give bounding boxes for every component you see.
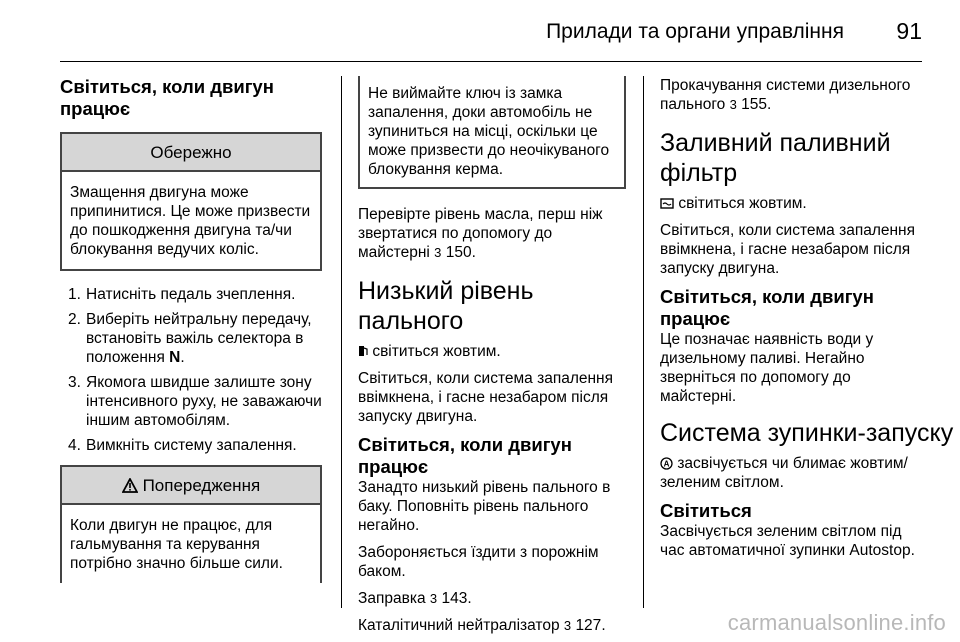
caution-continued-text: Не виймайте ключ із замка запалення, доки автомобіль не зупиниться на місці, оскільки це може призвести до неочікуваного блокування керма. xyxy=(368,85,610,178)
ref-arrow-icon: 3 xyxy=(434,245,442,260)
list-item: 1. Натисніть педаль зчеплення. xyxy=(68,286,296,303)
caution-text: Змащення двигуна може припинитися. Це може призвести до пошкодження двигуна та/чи блокування ведучих коліс. xyxy=(70,184,311,258)
header-rule xyxy=(60,61,922,62)
section-heading: Світиться, коли двигун працює xyxy=(60,76,274,119)
empty-tank-text: Забороняється їздити з порожнім баком. xyxy=(358,544,599,580)
header-title: Прилади та органи управління xyxy=(546,20,844,43)
column-1 xyxy=(60,76,322,583)
warning-triangle-icon xyxy=(122,478,138,493)
list-item: 4. Вимкніть систему запалення. xyxy=(68,437,297,454)
catalyst-ref: Каталітичний нейтралізатор 3 127. xyxy=(358,617,606,634)
low-fuel-title: Низький рівень пального xyxy=(358,277,534,335)
list-item: 2. Виберіть нейтральну передачу, встановіть важіль селектора в положення N. xyxy=(68,311,312,366)
gear-position: N xyxy=(169,349,181,366)
svg-text:A: A xyxy=(663,459,670,469)
steps-list xyxy=(60,285,322,455)
fuel-filter-title: Заливний паливний фільтр xyxy=(660,129,891,187)
stop-start-title: Система зупинки-запуску xyxy=(660,419,954,447)
warning-header xyxy=(62,467,320,505)
oil-check-text: Перевірте рівень масла, перш ніж звертатися по допомогу до майстерні 3 150. xyxy=(358,206,603,261)
warning-box xyxy=(60,465,322,583)
fuel-pump-icon xyxy=(358,345,368,357)
page-header xyxy=(60,18,922,58)
column-3 xyxy=(660,76,954,568)
ref-arrow-icon: 3 xyxy=(563,618,572,633)
autostop-indicator-line: A засвічується чи блимає жовтим/зеленим світлом. xyxy=(660,455,908,491)
filter-indicator-line: світиться жовтим. xyxy=(660,194,925,213)
lit-heading: Світиться xyxy=(660,500,752,521)
fuel-desc: Світиться, коли система запалення ввімкнена, і гасне незабаром після запуску двигуна. xyxy=(358,370,614,425)
lit-desc: Засвічується зеленим світлом під час автоматичної зупинки Autostop. xyxy=(660,523,915,559)
column-divider-2 xyxy=(643,76,644,608)
warning-title: Попередження xyxy=(142,476,261,495)
caution-box xyxy=(60,132,322,271)
watermark: carmanualsonline.info xyxy=(727,610,946,635)
column-2 xyxy=(358,76,626,642)
bleeding-ref: Прокачування системи дизельного пального 3 155. xyxy=(660,77,911,113)
ref-arrow-icon: 3 xyxy=(729,97,737,112)
caution-box-continued xyxy=(358,76,626,189)
ref-arrow-icon: 3 xyxy=(429,591,438,606)
page-number: 91 xyxy=(896,18,922,44)
fuel-sub-desc: Занадто низький рівень пального в баку. Поповніть рівень пального негайно. xyxy=(358,479,611,534)
list-item: 3. Якомога швидше залиште зону інтенсивного руху, не заважаючи іншим автомобілям. xyxy=(68,374,322,429)
filter-sub-heading: Світиться, коли двигун працює xyxy=(660,286,874,329)
refuel-ref: Заправка 3 143. xyxy=(358,590,472,607)
warning-text: Коли двигун не працює, для гальмування та керування потрібно значно більше сили. xyxy=(70,517,283,572)
fuel-indicator-line: світиться жовтим. xyxy=(358,342,626,361)
autostop-icon xyxy=(660,457,673,470)
filter-desc: Світиться, коли система запалення ввімкнена, і гасне незабаром після запуску двигуна. xyxy=(660,222,916,277)
fuel-sub-heading: Світиться, коли двигун працює xyxy=(358,434,572,477)
water-in-fuel-icon xyxy=(660,198,674,209)
caution-title: Обережно xyxy=(62,134,320,172)
column-divider-1 xyxy=(341,76,342,608)
filter-sub-desc: Це позначає наявність води у дизельному паливі. Негайно зверніться по допомогу до майстерні. xyxy=(660,331,874,405)
